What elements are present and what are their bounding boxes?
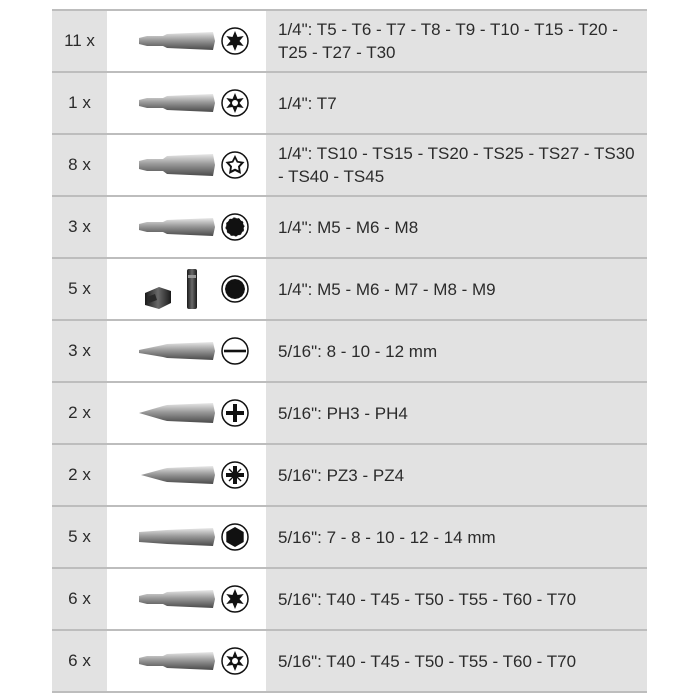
table-row bbox=[52, 11, 647, 73]
description-cell: 1/4": T7 bbox=[266, 73, 647, 133]
table-row bbox=[52, 135, 647, 197]
table-row bbox=[52, 569, 647, 631]
description-cell: 5/16": PZ3 - PZ4 bbox=[266, 445, 647, 505]
image-cell bbox=[109, 197, 266, 257]
image-cell bbox=[109, 135, 266, 195]
slotted-bit-icon bbox=[137, 336, 217, 366]
pentalobe-icon bbox=[221, 151, 249, 179]
quantity-cell: 5 x bbox=[52, 507, 109, 567]
slotted-icon bbox=[221, 337, 249, 365]
description-cell: 1/4": T5 - T6 - T7 - T8 - T9 - T10 - T15 - T20 - T25 - T27 - T30 bbox=[266, 11, 647, 71]
torx-icon bbox=[221, 27, 249, 55]
description-cell: 1/4": M5 - M6 - M7 - M8 - M9 bbox=[266, 259, 647, 319]
phillips-bit-icon bbox=[137, 398, 217, 428]
quantity-cell: 5 x bbox=[52, 259, 109, 319]
description-cell: 5/16": 8 - 10 - 12 mm bbox=[266, 321, 647, 381]
quantity-cell: 3 x bbox=[52, 321, 109, 381]
quantity-cell: 8 x bbox=[52, 135, 109, 195]
image-cell bbox=[109, 259, 266, 319]
bit-set-table bbox=[52, 9, 647, 693]
torx-icon bbox=[221, 585, 249, 613]
hex-icon bbox=[221, 523, 249, 551]
quantity-cell: 2 x bbox=[52, 383, 109, 443]
table-row bbox=[52, 445, 647, 507]
torx-hole-icon bbox=[221, 89, 249, 117]
image-cell bbox=[109, 507, 266, 567]
torx-bit-icon bbox=[137, 88, 217, 118]
table-row bbox=[52, 631, 647, 693]
torx-plus-bit-icon bbox=[137, 150, 217, 180]
description-cell: 5/16": T40 - T45 - T50 - T55 - T60 - T70 bbox=[266, 569, 647, 629]
torx-bit-icon bbox=[137, 584, 217, 614]
image-cell bbox=[109, 383, 266, 443]
spline-bit-icon bbox=[137, 212, 217, 242]
image-cell bbox=[109, 445, 266, 505]
quantity-cell: 11 x bbox=[52, 11, 109, 71]
quantity-cell: 6 x bbox=[52, 569, 109, 629]
table-row bbox=[52, 197, 647, 259]
short-bit-pair-icon bbox=[137, 267, 217, 311]
torx-bit-icon bbox=[137, 26, 217, 56]
description-cell: 5/16": PH3 - PH4 bbox=[266, 383, 647, 443]
description-cell: 1/4": TS10 - TS15 - TS20 - TS25 - TS27 - TS30 - TS40 - TS45 bbox=[266, 135, 647, 195]
spline-icon bbox=[221, 213, 249, 241]
image-cell bbox=[109, 73, 266, 133]
phillips-icon bbox=[221, 399, 249, 427]
torx-hole-icon bbox=[221, 647, 249, 675]
quantity-cell: 6 x bbox=[52, 631, 109, 691]
quantity-cell: 2 x bbox=[52, 445, 109, 505]
image-cell bbox=[109, 11, 266, 71]
description-cell: 5/16": 7 - 8 - 10 - 12 - 14 mm bbox=[266, 507, 647, 567]
pozidriv-bit-icon bbox=[137, 460, 217, 490]
xzn-icon bbox=[221, 275, 249, 303]
description-cell: 5/16": T40 - T45 - T50 - T55 - T60 - T70 bbox=[266, 631, 647, 691]
quantity-cell: 3 x bbox=[52, 197, 109, 257]
quantity-cell: 1 x bbox=[52, 73, 109, 133]
image-cell bbox=[109, 569, 266, 629]
pozidriv-icon bbox=[221, 461, 249, 489]
torx-bit-icon bbox=[137, 646, 217, 676]
image-cell bbox=[109, 321, 266, 381]
image-cell bbox=[109, 631, 266, 691]
table-row bbox=[52, 73, 647, 135]
hex-bit-icon bbox=[137, 522, 217, 552]
table-row bbox=[52, 507, 647, 569]
table-row bbox=[52, 383, 647, 445]
table-row bbox=[52, 259, 647, 321]
table-row bbox=[52, 321, 647, 383]
description-cell: 1/4": M5 - M6 - M8 bbox=[266, 197, 647, 257]
